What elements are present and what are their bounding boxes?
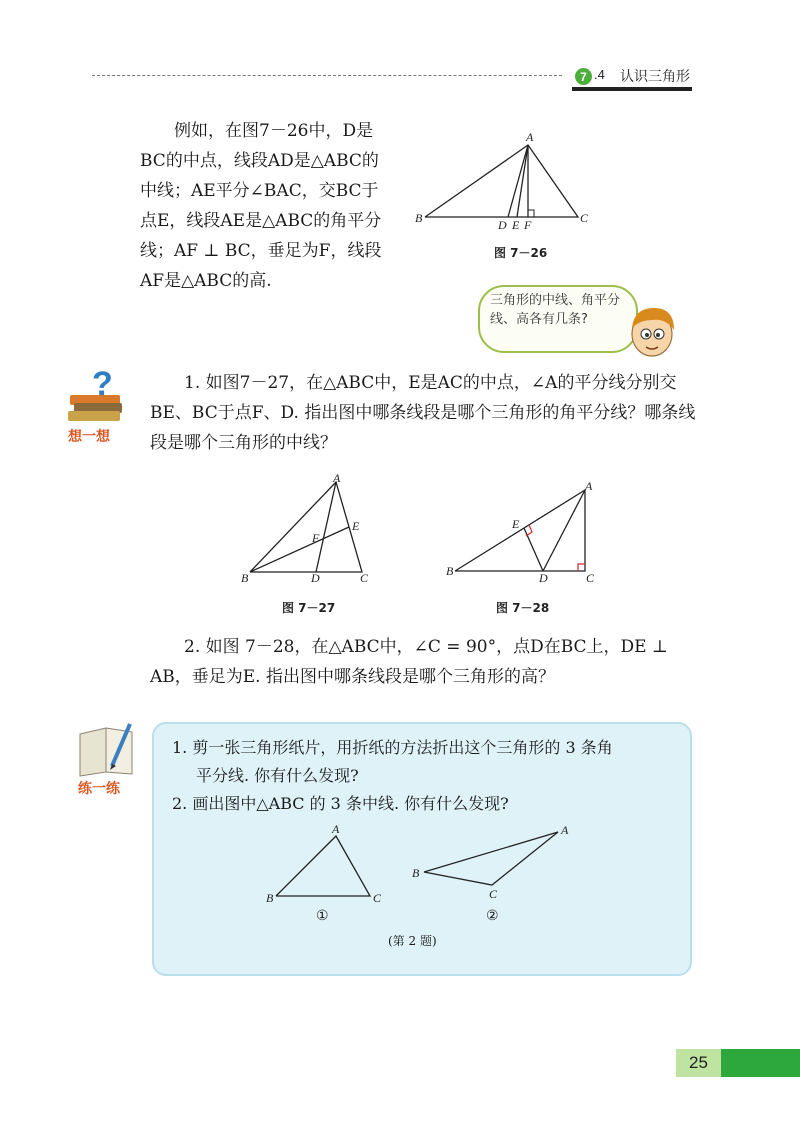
section-number-badge: 7 xyxy=(575,68,592,85)
books-question-icon xyxy=(62,365,132,425)
figure-7-27 xyxy=(236,472,376,587)
think-icon-label: 想一想 xyxy=(68,429,110,445)
right-angle-mark xyxy=(528,210,534,217)
thought-bubble: 三角形的中线、角平分线、高各有几条? xyxy=(478,285,638,353)
section-title: 认识三角形 xyxy=(620,69,690,85)
label-b: B xyxy=(266,891,274,905)
practice-item-2: 2. 画出图中△ABC 的 3 条中线. 你有什么发现? xyxy=(172,794,509,813)
label-c: C xyxy=(580,211,589,225)
practice-figure-2 xyxy=(410,822,580,912)
label-f: F xyxy=(524,218,532,230)
label-c: C xyxy=(586,571,595,585)
question-1: 1. 如图7－27，在△ABC中，E是AC的中点，∠A的平分线分别交BE、BC于点F、D. 指出图中哪条线段是哪个三角形的角平分线？哪条线段是哪个三角形的中线？ xyxy=(150,373,696,453)
svg-text:?: ? xyxy=(92,365,113,403)
practice-caption: (第 2 题) xyxy=(388,934,437,948)
label-b: B xyxy=(412,866,420,880)
figure-7-26-caption: 图 7－26 xyxy=(494,246,548,260)
label-c: C xyxy=(489,887,498,901)
label-f: F xyxy=(312,531,320,545)
practice-figure-1 xyxy=(262,822,392,912)
header-bar xyxy=(572,87,692,91)
figure-7-28-caption: 图 7－28 xyxy=(496,601,550,615)
label-a: A xyxy=(585,479,593,493)
label-d: D xyxy=(311,571,320,585)
label-b: B xyxy=(241,571,249,585)
student-character-icon xyxy=(622,300,682,364)
figure-7-28 xyxy=(445,478,605,588)
practice-item-1-line-1: 1. 剪一张三角形纸片，用折纸的方法折出这个三角形的 3 条角 xyxy=(172,738,613,757)
practice-figure-2-number: ② xyxy=(486,908,499,924)
figure-7-26 xyxy=(410,130,600,230)
practice-icon-label: 练一练 xyxy=(78,781,120,797)
question-2: 2. 如图 7－28，在△ABC中，∠C = 90°，点D在BC上，DE ⊥ AB，垂足为E. 指出图中哪条线段是哪个三角形的高？ xyxy=(150,637,668,687)
label-d: D xyxy=(498,218,507,230)
header-dashed-rule xyxy=(92,75,562,76)
label-e: E xyxy=(512,218,520,230)
practice-figure-1-number: ① xyxy=(316,908,329,924)
label-a: A xyxy=(332,822,340,836)
notebook-pen-icon xyxy=(72,716,142,778)
practice-item-1-line-2: 平分线. 你有什么发现? xyxy=(196,766,359,785)
triangle-abc xyxy=(425,145,578,217)
label-a: A xyxy=(333,472,341,485)
label-a: A xyxy=(526,130,534,144)
intro-paragraph: 例如，在图7－26中，D是BC的中点，线段AD是△ABC的中线；AE平分∠BAC，交BC于点E，线段AE是△ABC的角平分线；AF ⊥ BC，垂足为F，线段AF是△ABC的高. xyxy=(140,121,382,291)
section-subnumber: .4 xyxy=(594,67,605,82)
page-number-bar xyxy=(721,1049,800,1077)
label-e: E xyxy=(352,519,360,533)
label-a: A xyxy=(561,823,569,837)
page-number: 25 xyxy=(676,1049,721,1077)
label-b: B xyxy=(415,211,423,225)
label-d: D xyxy=(539,571,548,585)
label-c: C xyxy=(373,891,382,905)
label-c: C xyxy=(360,571,369,585)
label-b: B xyxy=(446,564,454,578)
figure-7-27-caption: 图 7－27 xyxy=(282,601,336,615)
label-e: E xyxy=(512,517,520,531)
